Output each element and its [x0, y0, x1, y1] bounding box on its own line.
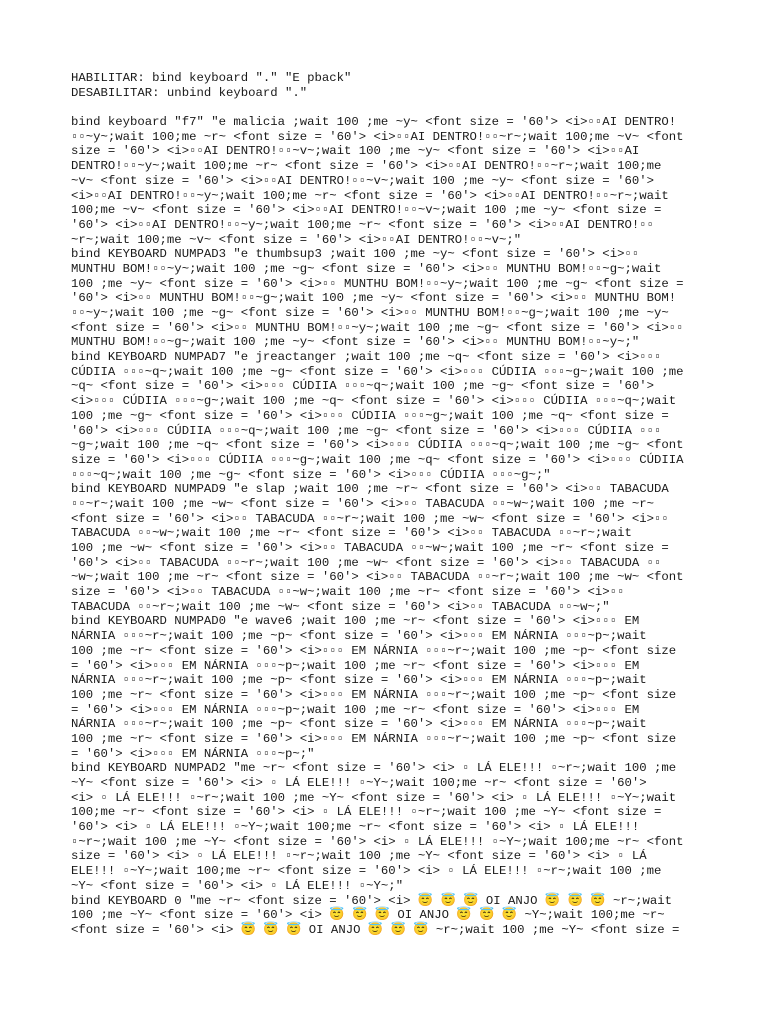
text-line: ELE!!! ▫~Y~;wait 100;me ~r~ <font size = '60'> <i> ▫ LÁ ELE!!! ▫~r~;wait 100 ;me [71, 864, 662, 879]
text-line: HABILITAR: bind keyboard "." "E pback" [71, 71, 352, 85]
text-line: ~w~;wait 100 ;me ~r~ <font size = '60'> <i>▫▫ TABACUDA ▫▫~r~;wait 100 ;me ~w~ <font [71, 570, 684, 585]
text-line: 100 ;me ~r~ <font size = '60'> <i>▫▫▫ EM NÁRNIA ▫▫▫~r~;wait 100 ;me ~p~ <font size [71, 687, 677, 702]
text-line: size = '60'> <i>▫▫AI DENTRO!▫▫~v~;wait 100 ;me ~y~ <font size = '60'> <i>▫▫AI [71, 144, 640, 159]
text-line: '60'> <i>▫▫ MUNTHU BOM!▫▫~g~;wait 100 ;me ~y~ <font size = '60'> <i>▫▫ MUNTHU BOM! [71, 291, 677, 306]
text-line: DESABILITAR: unbind keyboard "." [71, 85, 308, 100]
text-line: ▫▫▫~q~;wait 100 ;me ~g~ <font size = '60'> <i>▫▫▫ CÚDIIA ▫▫▫~g~;" [71, 467, 551, 482]
text-line: DENTRO!▫▫~y~;wait 100;me ~r~ <font size = '60'> <i>▫▫AI DENTRO!▫▫~r~;wait 100;me [71, 159, 662, 174]
text-line: TABACUDA ▫▫~r~;wait 100 ;me ~w~ <font size = '60'> <i>▫▫ TABACUDA ▫▫~w~;" [71, 599, 610, 614]
text-line: MUNTHU BOM!▫▫~y~;wait 100 ;me ~g~ <font size = '60'> <i>▫▫ MUNTHU BOM!▫▫~g~;wait [71, 261, 662, 276]
text-line: 100 ;me ~r~ <font size = '60'> <i>▫▫▫ EM NÁRNIA ▫▫▫~r~;wait 100 ;me ~p~ <font size [71, 643, 677, 658]
document-body [71, 71, 703, 938]
text-line: bind KEYBOARD NUMPAD0 "e wave6 ;wait 100 ;me ~r~ <font size = '60'> <i>▫▫▫ EM [71, 614, 640, 629]
text-line: <font size = '60'> <i> 😇 😇 😇 OI ANJO 😇 😇 😇 ~r~;wait 100 ;me ~Y~ <font size = [71, 922, 680, 937]
text-line: ~q~ <font size = '60'> <i>▫▫▫ CÚDIIA ▫▫▫~q~;wait 100 ;me ~g~ <font size = '60'> [71, 379, 654, 394]
text-line: = '60'> <i>▫▫▫ EM NÁRNIA ▫▫▫~p~;wait 100 ;me ~r~ <font size = '60'> <i>▫▫▫ EM [71, 658, 640, 673]
text-line: bind KEYBOARD NUMPAD3 "e thumbsup3 ;wait 100 ;me ~y~ <font size = '60'> <i>▫▫ [71, 247, 640, 262]
text-line: size = '60'> <i> ▫ LÁ ELE!!! ▫~r~;wait 100 ;me ~Y~ <font size = '60'> <i> ▫ LÁ [71, 849, 647, 864]
text-line: <i>▫▫▫ CÚDIIA ▫▫▫~g~;wait 100 ;me ~q~ <font size = '60'> <i>▫▫▫ CÚDIIA ▫▫▫~q~;wait [71, 394, 677, 409]
text-line: size = '60'> <i>▫▫▫ CÚDIIA ▫▫▫~g~;wait 100 ;me ~q~ <font size = '60'> <i>▫▫▫ CÚDIIA [71, 452, 684, 467]
text-line: NÁRNIA ▫▫▫~r~;wait 100 ;me ~p~ <font size = '60'> <i>▫▫▫ EM NÁRNIA ▫▫▫~p~;wait [71, 717, 647, 732]
text-line: '60'> <i>▫▫AI DENTRO!▫▫~y~;wait 100;me ~r~ <font size = '60'> <i>▫▫AI DENTRO!▫▫ [71, 217, 654, 232]
text-line: <i>▫▫AI DENTRO!▫▫~y~;wait 100;me ~r~ <font size = '60'> <i>▫▫AI DENTRO!▫▫~r~;wait [71, 188, 669, 203]
text-line: CÚDIIA ▫▫▫~q~;wait 100 ;me ~g~ <font size = '60'> <i>▫▫▫ CÚDIIA ▫▫▫~g~;wait 100 ;me [71, 364, 684, 379]
text-line: 100 ;me ~w~ <font size = '60'> <i>▫▫ TABACUDA ▫▫~w~;wait 100 ;me ~r~ <font size = [71, 541, 669, 555]
text-line: bind KEYBOARD NUMPAD7 "e jreactanger ;wait 100 ;me ~q~ <font size = '60'> <i>▫▫▫ [71, 350, 662, 365]
text-line: size = '60'> <i>▫▫ TABACUDA ▫▫~w~;wait 100 ;me ~r~ <font size = '60'> <i>▫▫ [71, 585, 625, 600]
text-line: bind keyboard "f7" "e malicia ;wait 100 ;me ~y~ <font size = '60'> <i>▫▫AI DENTRO! [71, 115, 677, 130]
text-line: MUNTHU BOM!▫▫~g~;wait 100 ;me ~y~ <font size = '60'> <i>▫▫ MUNTHU BOM!▫▫~y~;" [71, 335, 640, 350]
text-line: 100 ;me ~y~ <font size = '60'> <i>▫▫ MUNTHU BOM!▫▫~y~;wait 100 ;me ~g~ <font size = [71, 276, 684, 291]
text-line: 100;me ~r~ <font size = '60'> <i> ▫ LÁ ELE!!! ▫~r~;wait 100 ;me ~Y~ <font size = [71, 805, 662, 820]
text-line: NÁRNIA ▫▫▫~r~;wait 100 ;me ~p~ <font size = '60'> <i>▫▫▫ EM NÁRNIA ▫▫▫~p~;wait [71, 629, 647, 644]
text-line: ~v~ <font size = '60'> <i>▫▫AI DENTRO!▫▫~v~;wait 100 ;me ~y~ <font size = '60'> [71, 173, 654, 188]
text-line: 100 ;me ~Y~ <font size = '60'> <i> 😇 😇 😇 OI ANJO 😇 😇 😇 ~Y~;wait 100;me ~r~ [71, 908, 665, 923]
text-line: NÁRNIA ▫▫▫~r~;wait 100 ;me ~p~ <font size = '60'> <i>▫▫▫ EM NÁRNIA ▫▫▫~p~;wait [71, 673, 647, 688]
text-line: '60'> <i>▫▫ TABACUDA ▫▫~r~;wait 100 ;me ~w~ <font size = '60'> <i>▫▫ TABACUDA ▫▫ [71, 555, 662, 570]
text-line: = '60'> <i>▫▫▫ EM NÁRNIA ▫▫▫~p~;wait 100 ;me ~r~ <font size = '60'> <i>▫▫▫ EM [71, 702, 640, 717]
text-line [71, 100, 703, 115]
text-line: bind KEYBOARD NUMPAD2 "me ~r~ <font size = '60'> <i> ▫ LÁ ELE!!! ▫~r~;wait 100 ;me [71, 761, 677, 776]
text-line: ~Y~ <font size = '60'> <i> ▫ LÁ ELE!!! ▫~Y~;wait 100;me ~r~ <font size = '60'> [71, 776, 647, 790]
text-line: ▫▫~y~;wait 100;me ~r~ <font size = '60'> <i>▫▫AI DENTRO!▫▫~r~;wait 100;me ~v~ <font [71, 129, 684, 144]
text-line: ~g~;wait 100 ;me ~q~ <font size = '60'> <i>▫▫▫ CÚDIIA ▫▫▫~q~;wait 100 ;me ~g~ <font [71, 438, 684, 453]
text-line: ▫▫~r~;wait 100 ;me ~w~ <font size = '60'> <i>▫▫ TABACUDA ▫▫~w~;wait 100 ;me ~r~ [71, 496, 654, 511]
text-line: = '60'> <i>▫▫▫ EM NÁRNIA ▫▫▫~p~;" [71, 746, 315, 761]
text-line: ▫~r~;wait 100 ;me ~Y~ <font size = '60'> <i> ▫ LÁ ELE!!! ▫~Y~;wait 100;me ~r~ <font [71, 834, 684, 849]
text-line: <font size = '60'> <i>▫▫ MUNTHU BOM!▫▫~y~;wait 100 ;me ~g~ <font size = '60'> <i>▫▫ [71, 320, 684, 335]
text-line: ~Y~ <font size = '60'> <i> ▫ LÁ ELE!!! ▫~Y~;" [71, 878, 404, 893]
text-line: <font size = '60'> <i>▫▫ TABACUDA ▫▫~r~;wait 100 ;me ~w~ <font size = '60'> <i>▫▫ [71, 511, 669, 526]
text-line: bind KEYBOARD NUMPAD9 "e slap ;wait 100 ;me ~r~ <font size = '60'> <i>▫▫ TABACUDA [71, 482, 669, 497]
text-line: 100;me ~v~ <font size = '60'> <i>▫▫AI DENTRO!▫▫~v~;wait 100 ;me ~y~ <font size = [71, 203, 662, 218]
text-line: 100 ;me ~r~ <font size = '60'> <i>▫▫▫ EM NÁRNIA ▫▫▫~r~;wait 100 ;me ~p~ <font size [71, 731, 677, 746]
text-line: '60'> <i> ▫ LÁ ELE!!! ▫~Y~;wait 100;me ~r~ <font size = '60'> <i> ▫ LÁ ELE!!! [71, 820, 640, 835]
text-line: <i> ▫ LÁ ELE!!! ▫~r~;wait 100 ;me ~Y~ <font size = '60'> <i> ▫ LÁ ELE!!! ▫~Y~;wait [71, 790, 677, 805]
text-line: ▫▫~y~;wait 100 ;me ~g~ <font size = '60'> <i>▫▫ MUNTHU BOM!▫▫~g~;wait 100 ;me ~y~ [71, 306, 669, 320]
text-line: ~r~;wait 100;me ~v~ <font size = '60'> <i>▫▫AI DENTRO!▫▫~v~;" [71, 232, 522, 247]
text-line: bind KEYBOARD 0 "me ~r~ <font size = '60'> <i> 😇 😇 😇 OI ANJO 😇 😇 😇 ~r~;wait [71, 893, 673, 908]
text-line: '60'> <i>▫▫▫ CÚDIIA ▫▫▫~q~;wait 100 ;me ~g~ <font size = '60'> <i>▫▫▫ CÚDIIA ▫▫▫ [71, 423, 662, 438]
text-line: TABACUDA ▫▫~w~;wait 100 ;me ~r~ <font size = '60'> <i>▫▫ TABACUDA ▫▫~r~;wait [71, 526, 632, 541]
text-line: 100 ;me ~g~ <font size = '60'> <i>▫▫▫ CÚDIIA ▫▫▫~g~;wait 100 ;me ~q~ <font size = [71, 408, 669, 423]
